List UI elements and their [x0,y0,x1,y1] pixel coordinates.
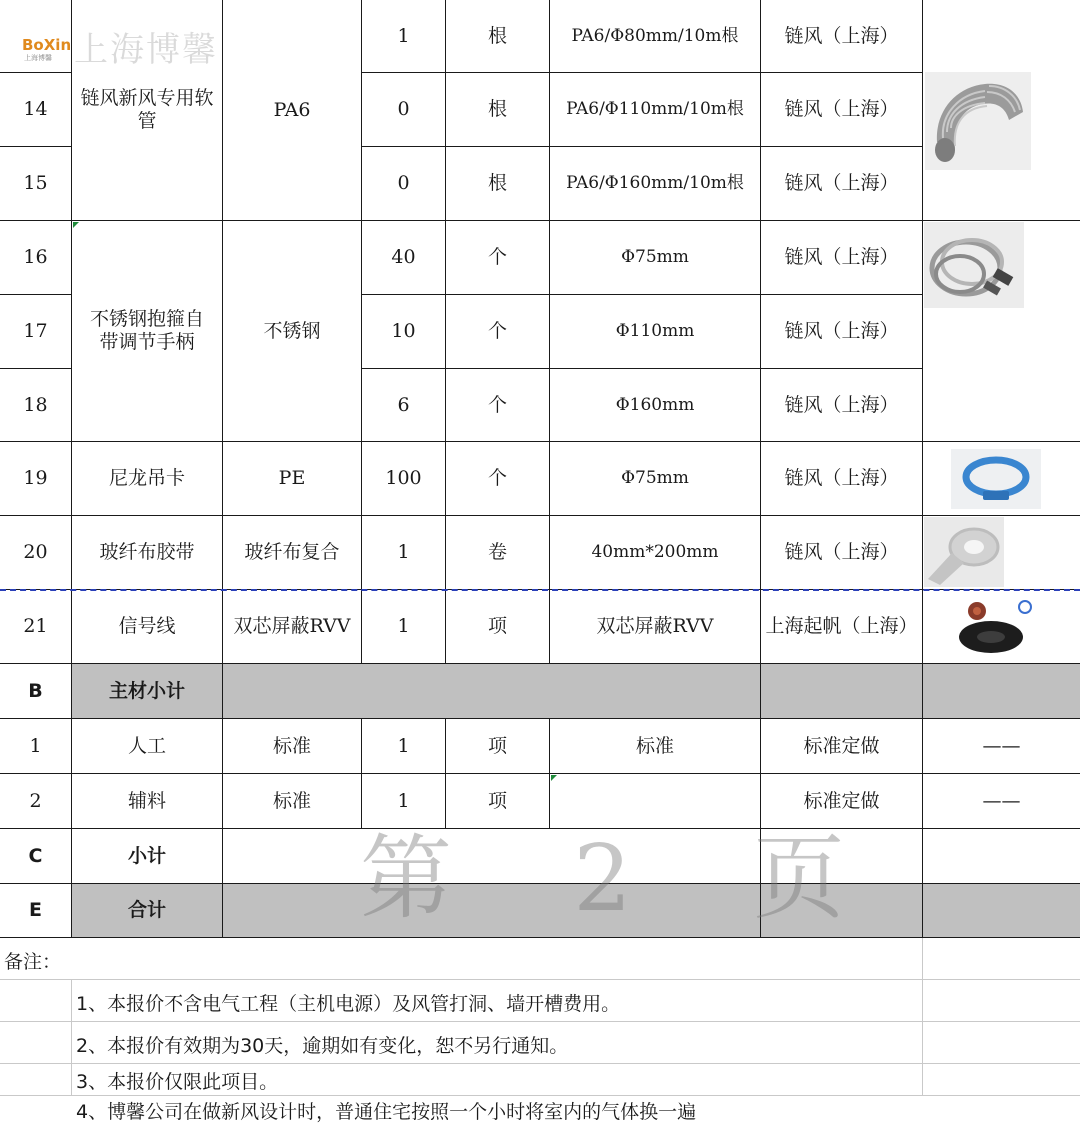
cell-qty[interactable]: 1 [362,0,446,73]
cell-b-remark[interactable] [923,664,1080,719]
cell-name[interactable]: 尼龙吊卡 [72,442,223,516]
cell-spec[interactable]: 标准 [550,719,761,774]
cell-material[interactable]: 标准 [223,774,362,829]
note-item: 4、博馨公司在做新风设计时，普通住宅按照一个小时将室内的气体换一遍 [76,1101,697,1123]
notes-row [923,1022,1080,1064]
cell-supplier[interactable]: 链风（上海） [761,516,923,590]
cell-remark[interactable]: —— [923,774,1080,829]
cell-spec[interactable]: Φ75mm [550,442,761,516]
cell-unit[interactable]: 个 [446,369,550,442]
flex-duct-hose-image [925,72,1031,170]
cell-supplier[interactable]: 链风（上海） [761,295,923,369]
cell-no[interactable]: 17 [0,295,72,369]
logo-watermark-text: 上海博馨 [74,30,218,70]
comment-indicator [73,222,79,228]
cell-supplier[interactable]: 链风（上海） [761,73,923,147]
notes-row [923,1064,1080,1096]
notes-heading: 备注： [4,951,62,973]
cell-qty[interactable]: 0 [362,147,446,221]
cell-material[interactable]: 玻纤布复合 [223,516,362,590]
nylon-hanger-image [951,449,1041,509]
cell-no[interactable]: 21 [0,590,72,664]
cell-unit[interactable]: 根 [446,73,550,147]
cell-qty[interactable]: 40 [362,221,446,295]
cell-no[interactable]: 20 [0,516,72,590]
svg-text:上海博馨: 上海博馨 [24,53,52,62]
cell-supplier[interactable]: 链风（上海） [761,221,923,295]
cell-spec[interactable]: PA6/Φ160mm/10m根 [550,147,761,221]
cell-material[interactable]: PE [223,442,362,516]
cell-unit[interactable]: 项 [446,590,550,664]
cell-e-remark[interactable] [923,884,1080,938]
note-item: 1、本报价不含电气工程（主机电源）及风管打洞、墙开槽费用。 [76,993,621,1015]
cell-b-fill[interactable] [223,664,761,719]
cell-qty[interactable]: 1 [362,719,446,774]
cell-spec[interactable]: PA6/Φ110mm/10m根 [550,73,761,147]
cell-spec[interactable]: Φ110mm [550,295,761,369]
cell-label-c[interactable]: 小计 [72,829,223,884]
cell-unit[interactable]: 项 [446,774,550,829]
cell-qty[interactable]: 1 [362,590,446,664]
cell-qty[interactable]: 10 [362,295,446,369]
cell-no[interactable]: 16 [0,221,72,295]
cell-qty[interactable]: 0 [362,73,446,147]
page-number-watermark: 第 2 页 [360,825,892,932]
cell-supplier[interactable]: 链风（上海） [761,0,923,73]
cell-unit[interactable]: 项 [446,719,550,774]
cell-label-b[interactable]: 主材小计 [72,664,223,719]
svg-text:BoXin: BoXin [22,35,72,54]
cell-unit[interactable]: 卷 [446,516,550,590]
cell-qty[interactable]: 1 [362,516,446,590]
cell-supplier[interactable]: 链风（上海） [761,147,923,221]
cell-spec[interactable]: Φ75mm [550,221,761,295]
cell-unit[interactable]: 个 [446,295,550,369]
cell-material[interactable]: 双芯屏蔽RVV [223,590,362,664]
cell-no[interactable]: 2 [0,774,72,829]
cell-unit[interactable]: 个 [446,442,550,516]
cell-code-c[interactable]: C [0,829,72,884]
notes-row [923,980,1080,1022]
note-item: 2、本报价有效期为30天，逾期如有变化，恕不另行通知。 [76,1035,569,1057]
cell-unit[interactable]: 个 [446,221,550,295]
cell-remark[interactable]: —— [923,719,1080,774]
cell-name[interactable]: 信号线 [72,590,223,664]
cell-unit[interactable]: 根 [446,147,550,221]
cell-name-hose[interactable]: 链风新风专用软管 [72,0,223,221]
cell-qty[interactable]: 100 [362,442,446,516]
cell-no[interactable]: 18 [0,369,72,442]
notes-row [0,1022,72,1064]
company-logo [22,22,218,71]
cell-name[interactable]: 人工 [72,719,223,774]
cell-qty[interactable]: 6 [362,369,446,442]
cell-spec[interactable]: 40mm*200mm [550,516,761,590]
cell-material-clamp[interactable]: 不锈钢 [223,221,362,442]
cell-c-remark[interactable] [923,829,1080,884]
cell-no[interactable]: 19 [0,442,72,516]
comment-indicator [551,775,557,781]
notes-row [0,1064,72,1096]
cell-no[interactable]: 15 [0,147,72,221]
logo-mark-icon [22,32,72,62]
cell-code-b[interactable]: B [0,664,72,719]
cell-no[interactable]: 14 [0,73,72,147]
signal-cable-image [955,597,1045,659]
notes-heading-row-right [923,938,1080,980]
cell-supplier[interactable]: 标准定做 [761,719,923,774]
cell-material-hose[interactable]: PA6 [223,0,362,221]
cell-supplier[interactable]: 标准定做 [761,774,923,829]
notes-heading-row [0,938,923,980]
note-item: 3、本报价仅限此项目。 [76,1071,279,1093]
page-break-line [0,589,1080,591]
cell-name-clamp[interactable]: 不锈钢抱箍自带调节手柄 [72,221,223,442]
cell-name[interactable]: 玻纤布胶带 [72,516,223,590]
stainless-clamp-image [924,222,1024,308]
cell-label-e[interactable]: 合计 [72,884,223,938]
cell-spec[interactable]: 双芯屏蔽RVV [550,590,761,664]
cell-code-e[interactable]: E [0,884,72,938]
cell-spec[interactable]: PA6/Φ80mm/10m根 [550,0,761,73]
cell-supplier[interactable]: 上海起帆（上海） [761,590,923,664]
cell-name[interactable]: 辅料 [72,774,223,829]
cell-no[interactable]: 1 [0,719,72,774]
cell-supplier[interactable]: 链风（上海） [761,369,923,442]
cell-unit[interactable]: 根 [446,0,550,73]
cell-b-supplier[interactable] [761,664,923,719]
fiberglass-tape-image [924,517,1004,587]
cell-material[interactable]: 标准 [223,719,362,774]
cell-qty[interactable]: 1 [362,774,446,829]
cell-spec[interactable]: Φ160mm [550,369,761,442]
cell-supplier[interactable]: 链风（上海） [761,442,923,516]
notes-row [0,980,72,1022]
